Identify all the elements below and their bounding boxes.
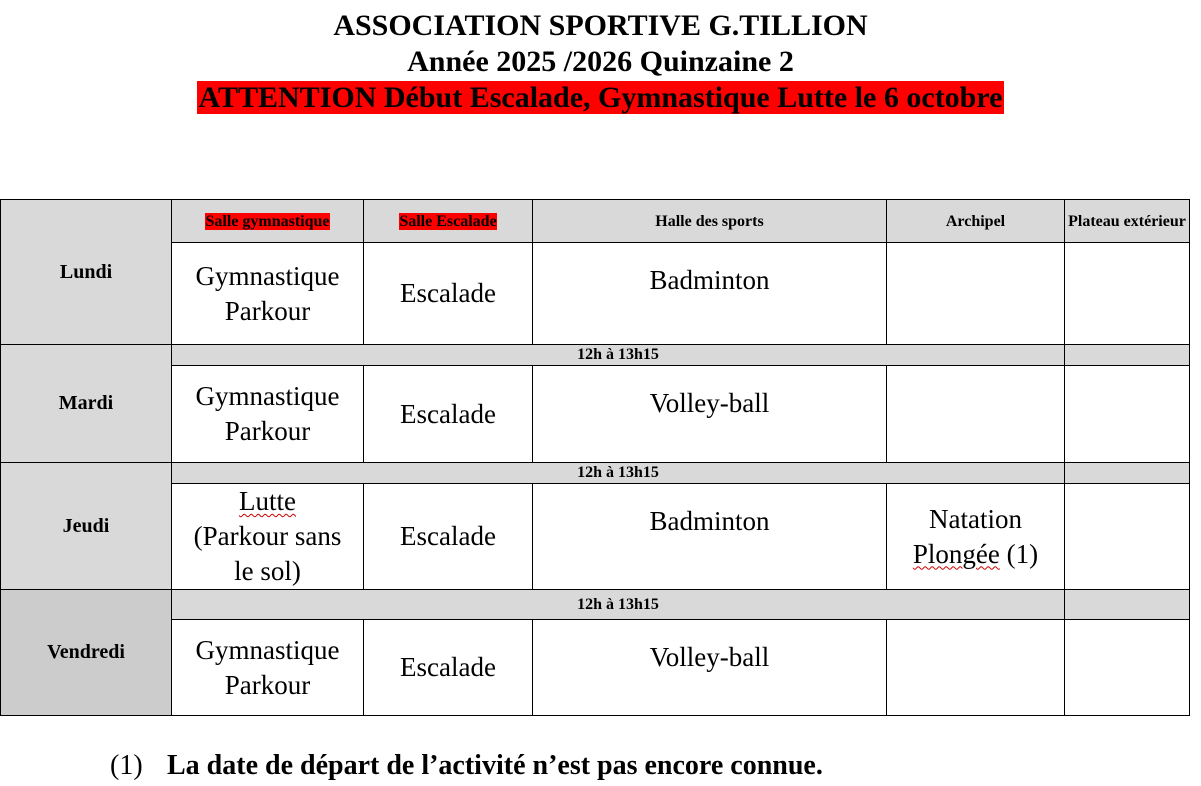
table-row	[1, 243, 1190, 345]
slot-row	[1, 345, 1190, 366]
table-row	[1, 484, 1190, 590]
header-row	[1, 200, 1190, 243]
activity-plongee: Plongée	[912, 538, 1000, 569]
time-slot-blank	[1065, 463, 1190, 484]
cell-jeudi-halle: Badminton	[533, 484, 887, 590]
document-header	[0, 8, 1201, 116]
cell-jeudi-gym	[172, 484, 364, 590]
cell-vendredi-plateau	[1065, 620, 1190, 716]
warning-banner	[0, 80, 1201, 116]
cell-vendredi-archipel	[887, 620, 1065, 716]
cell-mardi-plateau	[1065, 366, 1190, 463]
activity-line: Gymnastique	[195, 634, 340, 665]
cell-lundi-gym	[172, 243, 364, 345]
slot-row	[1, 463, 1190, 484]
cell-mardi-halle: Volley-ball	[533, 366, 887, 463]
col-header-label: Salle Escalade	[399, 212, 497, 230]
cell-vendredi-halle: Volley-ball	[533, 620, 887, 716]
activity-line: Gymnastique	[195, 260, 340, 291]
footnote-text: La date de départ de l’activité n’est pas encore connue.	[167, 750, 823, 781]
col-header-label: Salle gymnastique	[205, 212, 330, 230]
footnote	[110, 748, 823, 784]
cell-lundi-archipel	[887, 243, 1065, 345]
time-slot-vendredi: 12h à 13h15	[172, 590, 1065, 620]
footnote-number: (1)	[110, 750, 143, 781]
activity-line: Parkour	[224, 416, 311, 446]
col-header-salle-gymnastique	[172, 200, 364, 243]
cell-lundi-halle: Badminton	[533, 243, 887, 345]
activity-line: (Parkour sans	[193, 521, 342, 551]
time-slot-jeudi: 12h à 13h15	[172, 463, 1065, 484]
day-vendredi: Vendredi	[1, 590, 172, 716]
table-row	[1, 366, 1190, 463]
day-jeudi: Jeudi	[1, 463, 172, 590]
cell-jeudi-archipel	[887, 484, 1065, 590]
day-lundi: Lundi	[1, 200, 172, 345]
activity-line: Natation	[929, 503, 1022, 534]
col-header-salle-escalade	[364, 200, 533, 243]
activity-lutte: Lutte	[239, 486, 296, 516]
time-slot-blank	[1065, 590, 1190, 620]
cell-lundi-plateau	[1065, 243, 1190, 345]
time-slot-mardi: 12h à 13h15	[172, 345, 1065, 366]
table-row	[1, 620, 1190, 716]
col-header-plateau-exterieur: Plateau extérieur	[1065, 200, 1190, 243]
cell-mardi-archipel	[887, 366, 1065, 463]
schedule-table	[0, 199, 1190, 716]
cell-mardi-gym	[172, 366, 364, 463]
col-header-halle-des-sports: Halle des sports	[533, 200, 887, 243]
warning-text: ATTENTION Début Escalade, Gymnastique Lutte le 6 octobre	[198, 81, 1003, 114]
activity-line: Parkour	[224, 295, 311, 326]
slot-row	[1, 590, 1190, 620]
document-title: ASSOCIATION SPORTIVE G.TILLION	[333, 9, 868, 42]
day-mardi: Mardi	[1, 345, 172, 463]
cell-lundi-escalade: Escalade	[364, 243, 533, 345]
footnote-ref: (1)	[999, 538, 1039, 569]
cell-vendredi-gym	[172, 620, 364, 716]
cell-jeudi-plateau	[1065, 484, 1190, 590]
activity-line: Parkour	[224, 669, 311, 700]
document-subtitle: Année 2025 /2026 Quinzaine 2	[407, 45, 794, 78]
time-slot-blank	[1065, 345, 1190, 366]
cell-jeudi-escalade: Escalade	[364, 484, 533, 590]
cell-vendredi-escalade: Escalade	[364, 620, 533, 716]
activity-line	[172, 484, 363, 519]
col-header-archipel: Archipel	[887, 200, 1065, 243]
activity-line: Gymnastique	[195, 381, 340, 411]
cell-mardi-escalade: Escalade	[364, 366, 533, 463]
activity-line	[887, 537, 1064, 572]
activity-line: le sol)	[234, 556, 301, 586]
